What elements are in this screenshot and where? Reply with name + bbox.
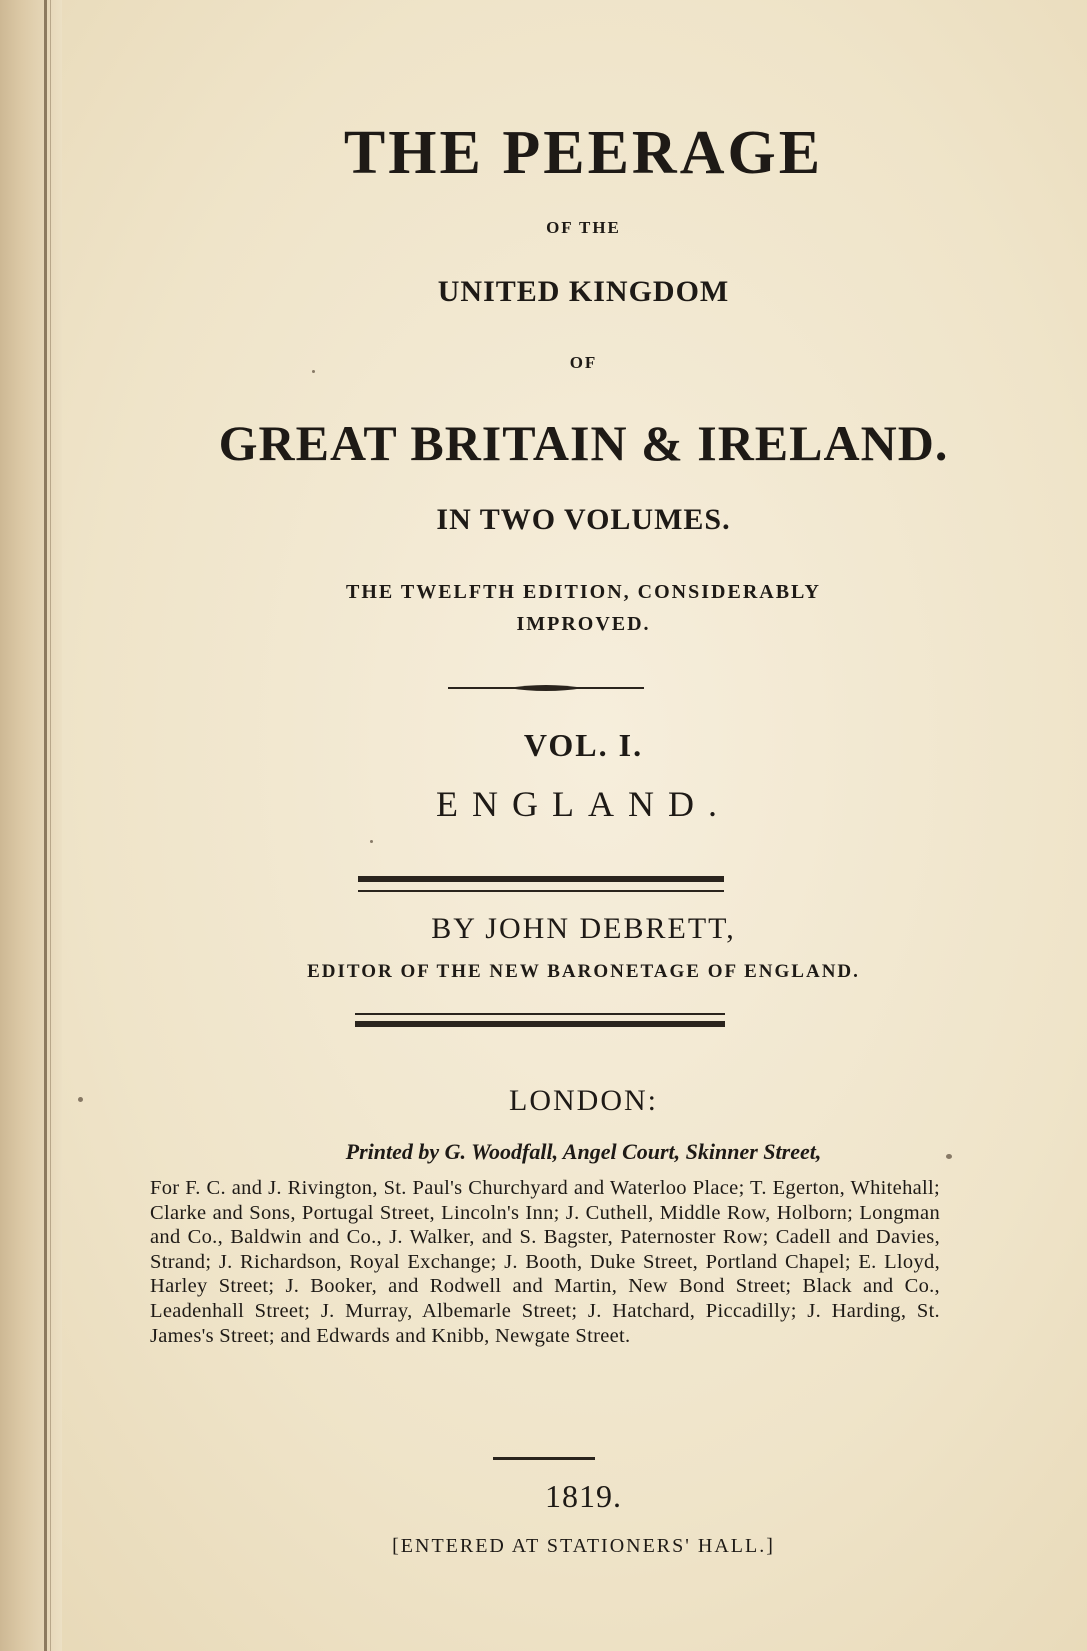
short-rule — [493, 1457, 595, 1460]
volumes-line: IN TWO VOLUMES. — [436, 503, 731, 536]
binding-edge — [44, 0, 47, 1651]
paper-speck — [78, 1097, 83, 1102]
of-the-line: OF THE — [546, 218, 621, 237]
edition-statement — [40, 576, 1087, 640]
of-line: OF — [569, 353, 598, 372]
edition-line-2: IMPROVED. — [516, 613, 651, 635]
entered-statement: [ENTERED AT STATIONERS' HALL.] — [392, 1535, 775, 1557]
book-title: THE PEERAGE — [343, 119, 824, 187]
double-rule-bottom-thick — [355, 1021, 725, 1027]
imprint-place: LONDON: — [509, 1084, 658, 1117]
double-rule-top-thin — [358, 890, 724, 892]
volume-number: VOL. I. — [523, 727, 644, 763]
author-role-line: EDITOR OF THE NEW BARONETAGE OF ENGLAND. — [307, 961, 860, 982]
double-rule-bottom-thin — [355, 1013, 725, 1015]
binding-edge-inner — [50, 0, 51, 1651]
paper-speck — [370, 840, 373, 843]
great-britain-line: GREAT BRITAIN & IRELAND. — [218, 415, 949, 471]
booksellers-list: For F. C. and J. Rivington, St. Paul's Churchyard and Waterloo Place; T. Egerton, Whitehall; Clarke and Sons, Portugal Street, Lincoln's Inn; J. Cuthell, Middle Row, Holborn; Longman and Co., Baldwin and Co., J. Walker, and S. Bagster, Paternoster Row; Cadell and Davies, Strand; J. Richardson, Royal Exchange; J. Booth, Duke Street, Portland Chapel; E. Lloyd, Harley Street; J. Booker, and Rodwell and Martin, New Bond Street; Black and Co., Leadenhall Street; J. Murray, Albemarle Street; J. Hatchard, Piccadilly; J. Harding, St. James's Street; and Edwards and Knibb, Newgate Street. — [150, 1177, 940, 1347]
printer-line: Printed by G. Woodfall, Angel Court, Skinner Street, — [345, 1139, 822, 1164]
author-line: BY JOHN DEBRETT, — [431, 912, 736, 945]
book-gutter — [0, 0, 62, 1651]
volume-part: ENGLAND. — [436, 784, 731, 824]
double-rule-top-thick — [358, 876, 724, 882]
ornamental-rule — [448, 683, 644, 693]
paper-speck — [946, 1154, 952, 1159]
paper-speck — [312, 370, 315, 373]
united-kingdom-line: UNITED KINGDOM — [437, 275, 730, 308]
imprint-year: 1819. — [545, 1478, 622, 1514]
edition-line-1: THE TWELFTH EDITION, CONSIDERABLY — [345, 581, 821, 603]
